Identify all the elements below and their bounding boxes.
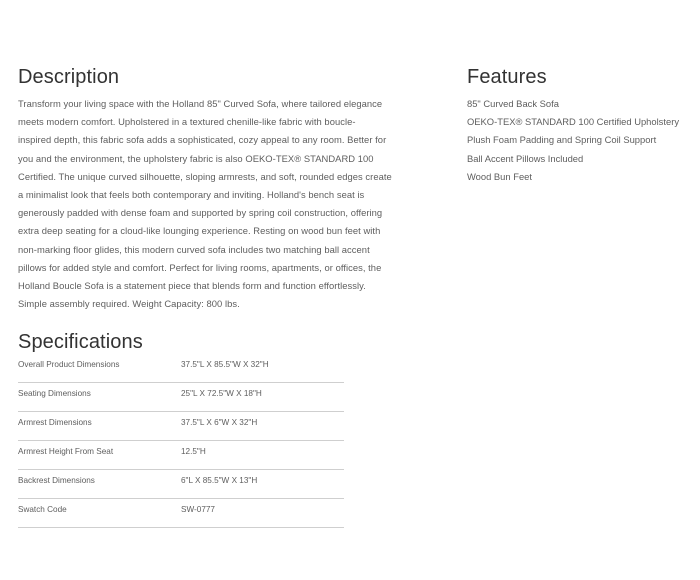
- spec-label: Armrest Height From Seat: [18, 447, 114, 456]
- spec-label: Overall Product Dimensions: [18, 360, 120, 369]
- description-title: Description: [18, 66, 120, 88]
- feature-item: Plush Foam Padding and Spring Coil Support: [467, 134, 657, 146]
- specifications-section: [18, 331, 344, 529]
- description-line: non-marking floor glides, this modern curved sofa includes two matching ball accent: [18, 243, 370, 255]
- spec-value: 12.5"H: [181, 447, 206, 456]
- feature-item: Wood Bun Feet: [467, 170, 532, 182]
- spec-label: Armrest Dimensions: [18, 418, 92, 427]
- description-line: Transform your living space with the Holland 85" Curved Sofa, where tailored elegance: [18, 98, 383, 109]
- spec-value: SW-0777: [181, 505, 215, 514]
- spec-row: [18, 355, 344, 383]
- description-line: Certified. The unique curved silhouette, sloping armrests, and soft, rounded edges create: [18, 170, 392, 182]
- features-list: [467, 95, 700, 186]
- description-line: generously padded with dense foam and supported by spring coil construction, offering: [18, 207, 383, 219]
- description-body: [18, 95, 428, 313]
- spec-row: [18, 471, 344, 499]
- spec-row: [18, 413, 344, 441]
- description-section: [18, 66, 428, 313]
- description-line: extra deep seating for a cloud-like lounging experience. Resting on wood bun feet with: [18, 225, 381, 237]
- feature-item: OEKO-TEX® STANDARD 100 Certified Upholstery: [467, 116, 680, 128]
- features-section: [467, 66, 700, 186]
- feature-item: Ball Accent Pillows Included: [467, 152, 584, 164]
- description-line: Simple assembly required. Weight Capacity: 800 lbs.: [18, 298, 240, 310]
- spec-value: 6"L X 85.5"W X 13"H: [181, 476, 258, 485]
- features-title: Features: [467, 66, 547, 88]
- description-line: inspired depth, this fabric sofa adds a sophisticated, cozy appeal to any room. Better for: [18, 134, 387, 146]
- description-line: meets modern comfort. Upholstered in a textured chenille-like fabric with boucle-: [18, 116, 356, 128]
- specifications-title: Specifications: [18, 331, 143, 353]
- description-line: you and the environment, the upholstery fabric is also OEKO-TEX® STANDARD 100: [18, 152, 374, 164]
- spec-value: 37.5"L X 6"W X 32"H: [181, 418, 258, 427]
- specifications-table: [18, 355, 344, 528]
- feature-item: 85" Curved Back Sofa: [467, 98, 559, 109]
- spec-row: [18, 442, 344, 470]
- spec-label: Seating Dimensions: [18, 389, 91, 398]
- spec-label: Backrest Dimensions: [18, 476, 95, 485]
- spec-value: 25"L X 72.5"W X 18"H: [181, 389, 262, 398]
- description-line: a minimalist look that feels both contemporary and inviting. Holland's bench seat is: [18, 189, 365, 201]
- spec-value: 37.5"L X 85.5"W X 32"H: [181, 360, 269, 369]
- spec-row: [18, 384, 344, 412]
- spec-row: [18, 500, 344, 528]
- description-line: Holland Boucle Sofa is a statement piece that blends form and function effortlessly.: [18, 280, 366, 292]
- spec-label: Swatch Code: [18, 505, 67, 514]
- description-line: pillows for added style and comfort. Perfect for living rooms, apartments, or offices, the: [18, 261, 382, 273]
